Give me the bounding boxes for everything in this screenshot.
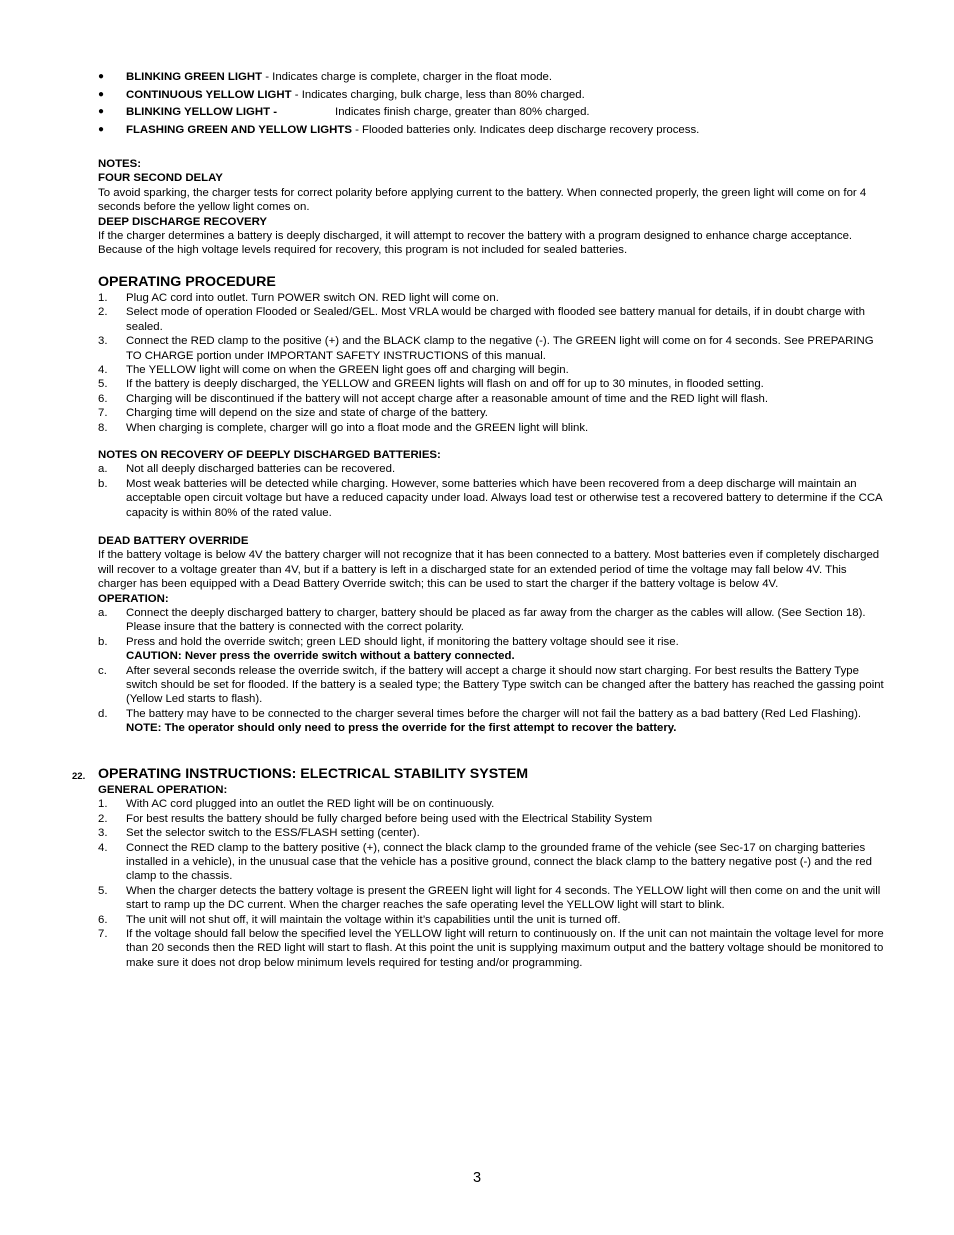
general-operation-title: GENERAL OPERATION: [98,784,228,796]
list-item: 5. When the charger detects the battery voltage is present the GREEN light will light for 4 seconds. The YELLOW light will then come on and the unit will start to ramp up the DC current. When the charger reaches the safe operating level the YELLOW light will start to blink. [98,884,881,912]
light-description: - Flooded batteries only. Indicates deep discharge recovery process. [351,123,700,136]
light-indicator-list [98,70,884,140]
list-item: c. After several seconds release the override switch, if the battery will accept a charge it should now start charging. For best results the Battery Type switch should be set for flooded. If the battery is a sealed type; the Battery Type switch can be changed after the battery has reached the gassing point (Yellow Led starts to flash). [98,664,884,706]
page-number: 3 [472,1170,482,1186]
list-item: a. Not all deeply discharged batteries can be recovered. [98,463,396,476]
list-item: 1. With AC cord plugged into an outlet the RED light will be on continuously. [98,798,495,811]
section-title: OPERATING INSTRUCTIONS: ELECTRICAL STABILITY SYSTEM [98,766,529,782]
notes-section [98,157,884,258]
list-item: b. Press and hold the override switch; green LED should light, if monitoring the battery voltage should see it rise. CAUTION: Never press the override switch without a battery connected. [98,635,679,663]
caution-text: CAUTION: Never press the override switch without a battery connected. [126,650,515,663]
list-item: 2. For best results the battery should be fully charged before being used with the Electrical Stability System [98,812,653,825]
list-item [98,105,884,123]
bullet-icon: ● [98,106,105,118]
list-item: 2. Select mode of operation Flooded or Sealed/GEL. Most VRLA would be charged with flooded see battery manual for details, if in doubt charge with sealed. [98,306,865,333]
bullet-icon: ● [98,71,105,82]
section-title: OPERATING PROCEDURE [98,274,276,290]
recovery-notes-section [98,448,884,520]
section-number: 22. [72,771,86,782]
list-item: 3. Connect the RED clamp to the positive (+) and the BLACK clamp to the negative (-). The GREEN light will come on for 4 seconds. See PREPARING TO CHARGE portion under IMPORTANT SAFETY INSTRUCTIONS of this manual. [98,335,874,362]
light-description: - Indicates charging, bulk charge, less than 80% charged. [291,88,585,101]
light-description: - Indicates charge is complete, charger in the float mode. [262,71,553,83]
list-item: 8. When charging is complete, charger will go into a float mode and the GREEN light will blink. [98,421,589,434]
light-label: FLASHING GREEN AND YELLOW LIGHTS [126,123,352,136]
ess-section [98,766,884,970]
list-item: 3. Set the selector switch to the ESS/FLASH setting (center). [98,827,420,840]
list-item: 4. Connect the RED clamp to the battery positive (+), connect the black clamp to the grounded frame of the vehicle (see Sec-17 on charging batteries installed in a vehicle), in the unusual case that the vehicle has a positive ground, connect the black clamp to the battery negative post (-) and the red clamp to the chassis. [98,841,872,883]
bullet-icon: ● [98,123,105,135]
light-description: Indicates finish charge, greater than 80% charged. [335,106,590,119]
four-second-delay-title: FOUR SECOND DELAY [98,172,223,185]
light-label: BLINKING GREEN LIGHT [126,71,263,83]
four-second-delay-text: To avoid sparking, the charger tests for correct polarity before applying current to the battery. When connected properly, the green light will come on for 4 seconds before the yellow light comes on. [98,186,867,214]
deep-discharge-title: DEEP DISCHARGE RECOVERY [98,215,267,228]
deep-discharge-text: If the charger determines a battery is deeply discharged, it will attempt to recover the battery with a program designed to enhance charge acceptance. Because of the high voltage levels required for recovery, this program is not included for sealed batteries. [98,230,853,257]
note-text: NOTE: The operator should only need to press the override for the first attempt to recover the battery. [126,722,677,735]
list-item [98,88,884,106]
light-label: BLINKING YELLOW LIGHT - [126,106,278,119]
list-item: b. Most weak batteries will be detected while charging. However, some batteries which have been recovered from a deep discharge will maintain an acceptable open circuit voltage but have a reduced capacity under load. Always load test or otherwise test a recovered battery to determine if the CCA capacity is within 80% of the rated value. [98,477,883,519]
operating-procedure-section [98,274,884,435]
list-item: 1. Plug AC cord into outlet. Turn POWER switch ON. RED light will come on. [98,292,499,304]
section-title: NOTES ON RECOVERY OF DEEPLY DISCHARGED BATTERIES: [98,449,441,461]
list-item: d. The battery may have to be connected to the charger several times before the charger will not fail the battery as a bad battery (Red Led Flashing). NOTE: The operator should only need to press the override for the first attempt to recover the battery. [98,707,862,735]
dead-battery-section [98,534,884,736]
list-item: 6. Charging will be discontinued if the battery will not accept charge after a reasonable amount of time and the RED light will flash. [98,392,769,405]
list-item: 5. If the battery is deeply discharged, the YELLOW and GREEN lights will flash on and off for up to 30 minutes, in flooded setting. [98,378,764,391]
light-label: CONTINUOUS YELLOW LIGHT [126,88,292,101]
procedure-list [98,291,884,435]
list-item [98,123,884,141]
list-item: 7. Charging time will depend on the size and state of charge of the battery. [98,407,488,420]
section-title: DEAD BATTERY OVERRIDE [98,535,249,547]
bullet-icon: ● [98,88,105,100]
list-item [98,70,884,88]
list-item: 6. The unit will not shut off, it will maintain the voltage within it’s capabilities until the unit is turned off. [98,913,621,926]
list-item: 7. If the voltage should fall below the specified level the YELLOW light will return to continuously on. If the unit can not maintain the voltage level for more than 20 seconds then the RED light will start to flash. At this point the unit is supplying maximum output and the battery voltage should be monitored to make sure it does not drop below minimum levels required for testing and/or programming. [98,928,884,969]
list-item: a. Connect the deeply discharged battery to charger, battery should be placed as far away from the charger as the cables will allow. (See Section 18). Please insure that the battery is connected with the correct polarity. [98,607,866,634]
operation-title: OPERATION: [98,592,169,605]
list-item: 4. The YELLOW light will come on when the GREEN light goes off and charging will begin. [98,364,569,377]
dead-battery-text: If the battery voltage is below 4V the battery charger will not recognize that it has been connected to a battery. Most batteries even if completely discharged will recover to a voltage greater than 4V, but if a battery is left in a discharged state for an extended period of time the voltage may fall below 4V. This charger has been equipped with a Dead Battery Override switch; this can be used to start the charger if the battery voltage is below 4V. [98,549,880,591]
notes-heading: NOTES: [98,158,142,170]
